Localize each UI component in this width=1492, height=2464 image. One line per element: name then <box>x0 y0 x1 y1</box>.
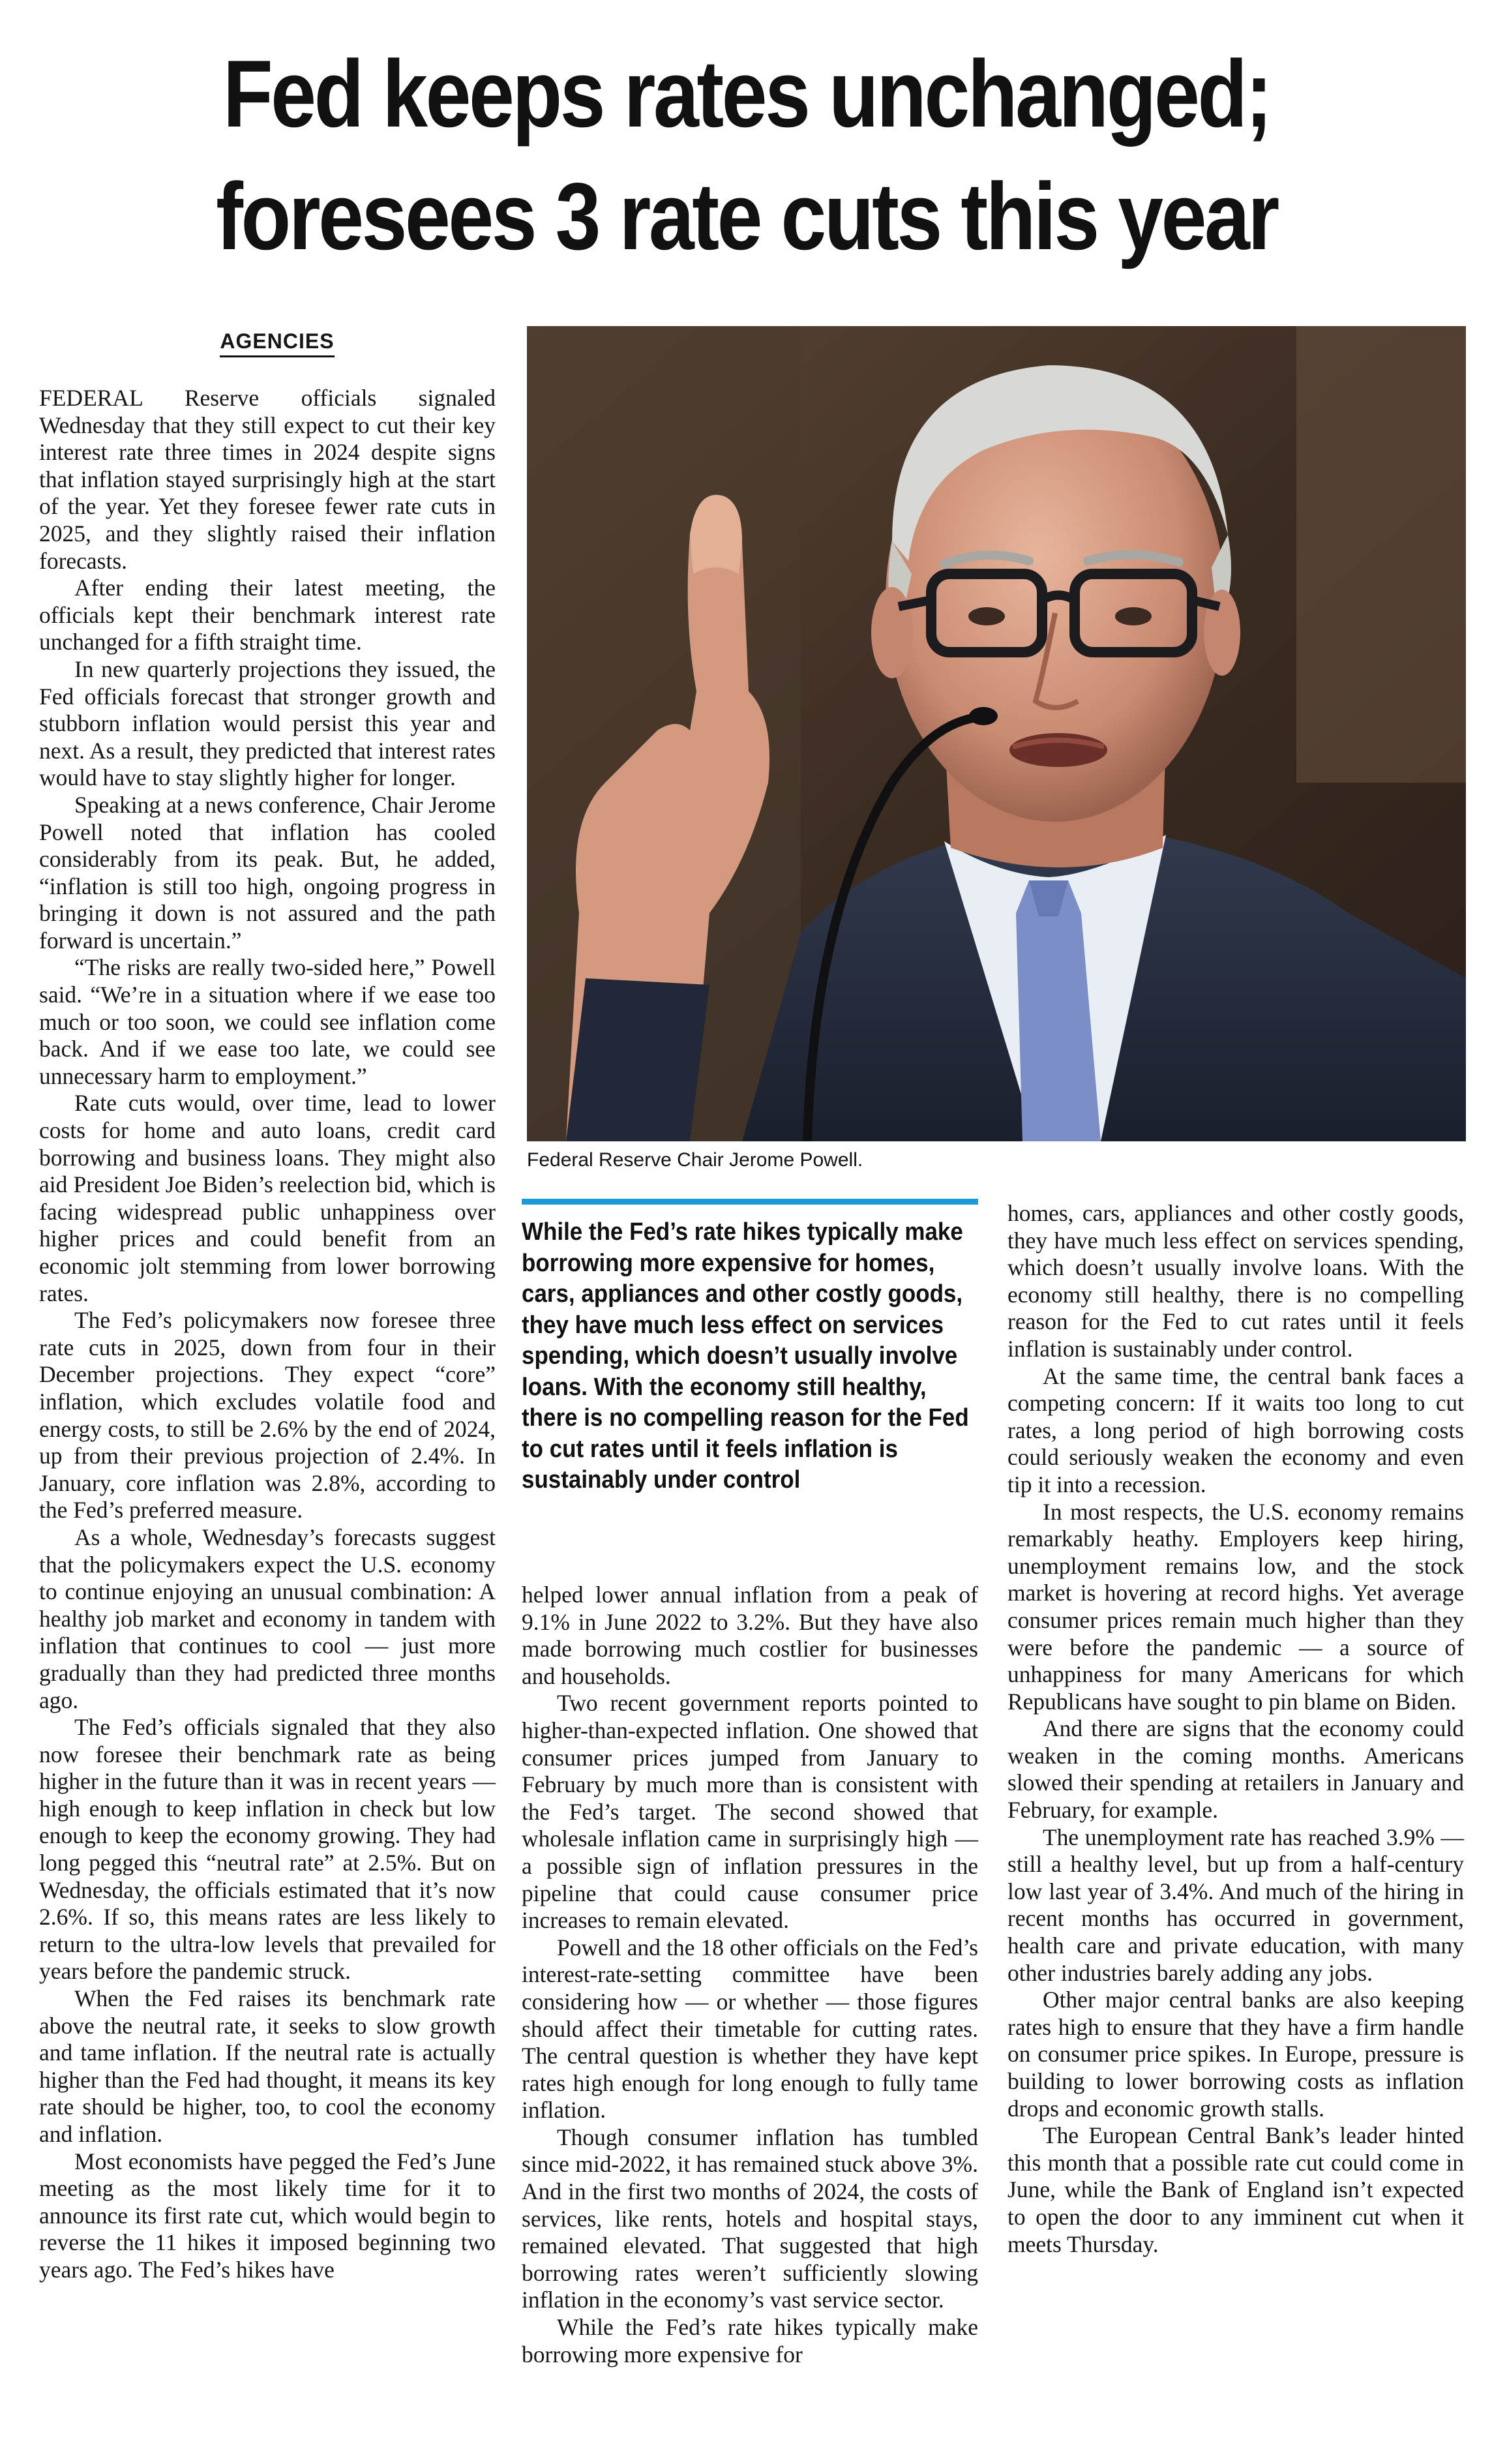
byline <box>39 329 515 353</box>
paragraph: Though consumer inflation has tumbled since mid-2022, it has remained stuck above 3%. And in the first two months of 2024, the costs of services, like rents, hotels and hospital stays, remained elevated. That suggested that high borrowing rates weren’t sufficiently slowing inflation in the economy’s vast service sector. <box>522 2124 978 2313</box>
portrait-illustration <box>527 326 1466 1141</box>
paragraph: Speaking at a news conference, Chair Jerome Powell noted that inflation has cooled considerably from its peak. But, he added, “inflation is still too high, ongoing progress in bringing it down is not assured and the path forward is uncertain.” <box>39 791 496 954</box>
photo-jerome-powell <box>527 326 1466 1141</box>
photo-caption: Federal Reserve Chair Jerome Powell. <box>527 1149 863 1171</box>
paragraph: The Fed’s officials signaled that they also now foresee their benchmark rate as being higher in the future than it was in recent years — high enough to keep inflation in check but low enough to keep the economy growing. They had long pegged this “neutral rate” at 2.5%. But on Wednesday, the officials estimated that it’s now 2.6%. If so, this means rates are less likely to return to the ultra-low levels that prevailed for years before the pandemic struck. <box>39 1714 496 1985</box>
paragraph: At the same time, the central bank faces a competing concern: If it waits too long to cut rates, a long period of high borrowing costs could seriously weaken the economy and even tip it into a recession. <box>1007 1362 1464 1497</box>
paragraph: FEDERAL Reserve officials signaled Wednesday that they still expect to cut their key interest rate three times in 2024 despite signs that inflation stayed surprisingly high at the start of the year. Yet they foresee fewer rate cuts in 2025, and they slightly raised their inflation forecasts. <box>39 385 496 574</box>
paragraph: helped lower annual inflation from a peak of 9.1% in June 2022 to 3.2%. But they have also made borrowing much costlier for businesses and households. <box>522 1582 978 1689</box>
paragraph: “The risks are really two-sided here,” Powell said. “We’re in a situation where if we ease too much or too soon, we could see inflation come back. And if we ease too late, we could see unnecessary harm to employment.” <box>39 954 496 1089</box>
paragraph: After ending their latest meeting, the officials kept their benchmark interest rate unchanged for a fifth straight time. <box>39 575 496 655</box>
paragraph: When the Fed raises its benchmark rate above the neutral rate, it seeks to slow growth and tame inflation. If the neutral rate is actually higher than the Fed had thought, it means its key rate should be higher, too, to cool the economy and inflation. <box>39 1985 496 2147</box>
headline-line-1: Fed keeps rates unchanged; <box>222 40 1271 147</box>
paragraph: homes, cars, appliances and other costly goods, they have much less effect on services spending, which doesn’t usually involve loans. With the economy still healthy, there is no compelling reason for the Fed to cut rates until it feels inflation is sustainably under control. <box>1007 1200 1464 1362</box>
paragraph: Two recent government reports pointed to higher-than-expected inflation. One showed that consumer prices jumped from January to February by much more than is consistent with the Fed’s target. The second showed that wholesale inflation came in surprisingly high — a possible sign of inflation pressures in the pipeline that could cause consumer price increases to remain elevated. <box>522 1690 978 1934</box>
pullquote: While the Fed’s rate hikes typically make borrowing more expensive for homes, cars, appliances and other costly goods, they have much less effect on services spending, which doesn’t usually involve loans. With the economy still healthy, there is no compelling reason for the Fed to cut rates until it feels inflation is sustainably under control <box>522 1218 969 1494</box>
paragraph: In most respects, the U.S. economy remains remarkably heathy. Employers keep hiring, unemployment remains low, and the stock market is hovering at record highs. Yet average consumer prices remain much higher than they were before the pandemic — a source of unhappiness for many Americans for which Republicans have sought to pin blame on Biden. <box>1007 1498 1464 1715</box>
article-column-2 <box>522 1582 978 2368</box>
paragraph: Powell and the 18 other officials on the Fed’s interest-rate-setting committee have been considering how — or whether — those figures should affect their timetable for cutting rates. The central question is whether they have kept rates high enough for long enough to fully tame inflation. <box>522 1934 978 2124</box>
paragraph: In new quarterly projections they issued, the Fed officials forecast that stronger growth and stubborn inflation would persist this year and next. As a result, they predicted that interest rates would have to stay slightly higher for longer. <box>39 655 496 791</box>
paragraph: Other major central banks are also keeping rates high to ensure that they have a firm handle on consumer price spikes. In Europe, pressure is building to lower borrowing costs as inflation drops and economic growth stalls. <box>1007 1987 1464 2122</box>
headline-line-2: foresees 3 rate cuts this year <box>216 163 1277 269</box>
article-column-1 <box>39 385 496 2284</box>
paragraph: The Fed’s policymakers now foresee three rate cuts in 2025, down from four in their December projections. They expect “core” inflation, which excludes volatile food and energy costs, to still be 2.6% by the end of 2024, up from their previous projection of 2.4%. In January, core inflation was 2.8%, according to the Fed’s preferred measure. <box>39 1307 496 1524</box>
article-column-3 <box>1007 1200 1464 2258</box>
paragraph: Rate cuts would, over time, lead to lower costs for home and auto loans, credit card borrowing and business loans. They might also aid President Joe Biden’s reelection bid, which is facing widespread public unhappiness over higher prices and could benefit from an economic jolt stemming from lower borrowing rates. <box>39 1090 496 1306</box>
headline <box>138 33 1355 278</box>
paragraph: The European Central Bank’s leader hinted this month that a possible rate cut could come in June, while the Bank of England isn’t expected to open the door to any imminent cut when it meets Thursday. <box>1007 2122 1464 2257</box>
paragraph: Most economists have pegged the Fed’s June meeting as the most likely time for it to announce its first rate cut, which would begin to reverse the 11 hikes it imposed beginning two years ago. The Fed’s hikes have <box>39 2148 496 2283</box>
paragraph: The unemployment rate has reached 3.9% — still a healthy level, but up from a half-century low last year of 3.4%. And much of the hiring in recent months has occurred in government, health care and private education, with many other industries barely adding any jobs. <box>1007 1824 1464 1986</box>
byline-text: AGENCIES <box>220 329 334 357</box>
pullquote-rule <box>522 1199 978 1205</box>
paragraph: And there are signs that the economy could weaken in the coming months. Americans slowed their spending at retailers in January and February, for example. <box>1007 1715 1464 1824</box>
paragraph: While the Fed’s rate hikes typically make borrowing more expensive for <box>522 2314 978 2367</box>
paragraph: As a whole, Wednesday’s forecasts suggest that the policymakers expect the U.S. economy to continue enjoying an unusual combination: A healthy job market and economy in tandem with inflation that continues to cool — just more gradually than they had predicted three months ago. <box>39 1524 496 1713</box>
